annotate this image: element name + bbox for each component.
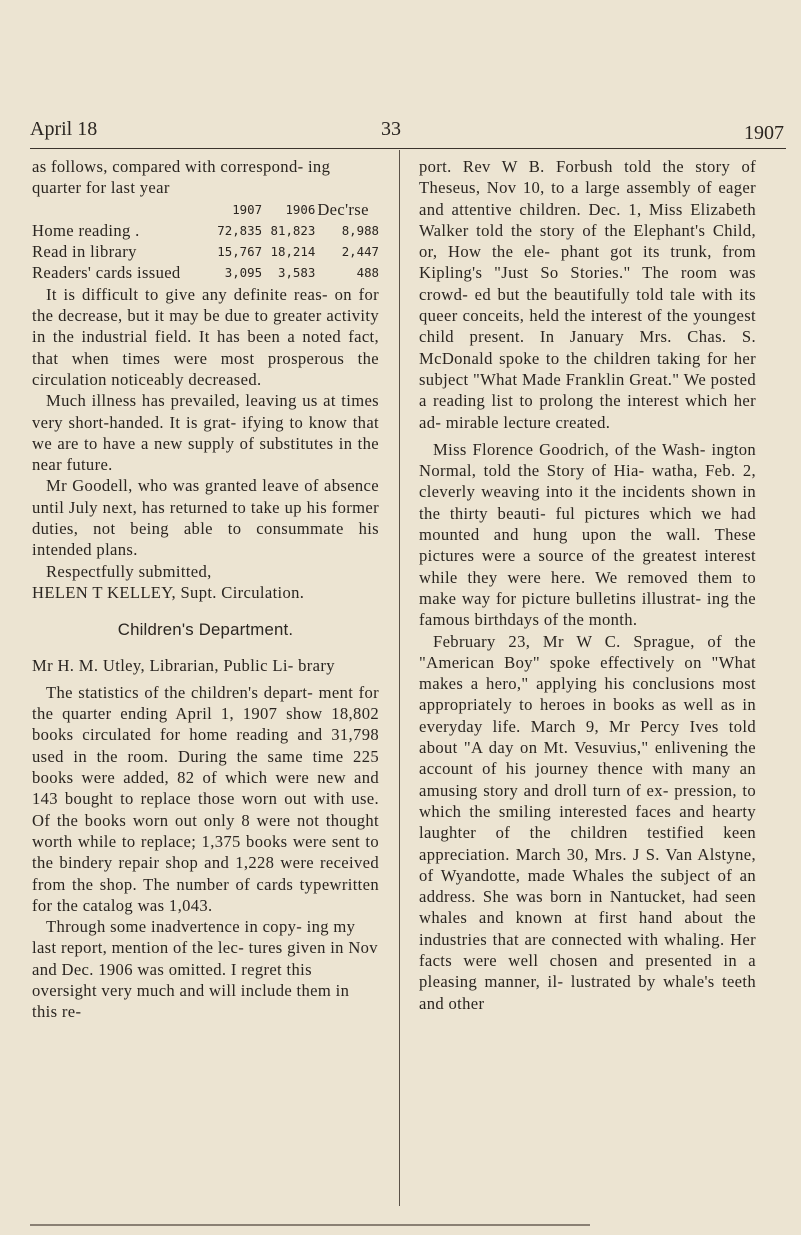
left-column <box>32 156 379 1023</box>
header-rule <box>30 148 786 149</box>
table-row <box>32 220 379 241</box>
paragraph: The statistics of the children's depart- ment for the quarter ending April 1, 1907 show 18,802 books circulated for home reading and 31,798 used in the room. During the same time 225 books were added, 82 of which were new and 143 bought to replace those worn out with use. Of the books worn out only 8 were not thought worth while to replace; 1,375 books were sent to the bindery repair shop and 1,228 were received from the shop. The number of cards typewritten for the catalog was 1,043. <box>32 682 379 915</box>
paragraph: Miss Florence Goodrich, of the Wash- ington Normal, told the Story of Hia- watha, Feb. 2, cleverly weaving into it the incidents shown in the thirty beauti- ful pictures which we had mounted and hung upon the wall. These pictures were a source of the greatest interest while they were here. We removed them to make way for picture bulletins illustrat- ing the famous birthdays of the month. <box>419 439 756 630</box>
stats-value-1906: 3,583 <box>278 265 316 281</box>
signature: HELEN T KELLEY, Supt. Circulation. <box>32 582 305 602</box>
bottom-rule <box>30 1224 590 1226</box>
header-year: 1907 <box>744 122 784 144</box>
paragraph: It is difficult to give any definite reas- on for the decrease, but it may be due to greater activity in the industrial field. It has been a noted fact, that when times were most prosperous the circulation noticeably decreased. <box>32 284 379 389</box>
stats-value-decrease: 2,447 <box>341 244 379 260</box>
stats-label: Home reading . <box>32 220 140 240</box>
circulation-stats-table <box>32 199 379 284</box>
paragraph: February 23, Mr W C. Sprague, of the "American Boy" spoke effectively on "What makes a hero," applying his conclusions most appropriately to heroes in books as well as in everyday life. March 9, Mr Percy Ives told about "A day on Mt. Vesuvius," enlivening the account of his journey thence with many an amusing story and droll turn of ex- pression, to which the smiling interested faces and hearty laughter of the children testified keen appreciation. March 30, Mrs. J S. Van Alstyne, of Wyandotte, made Whales the subject of an address. She was born in Nantucket, had seen whales and known at first hand about the industries that are connected with whaling. Her facts were well chosen and presented in a pleasing manner, il- lustrated by whale's teeth and other <box>419 631 756 1013</box>
stats-value-1907: 3,095 <box>224 265 263 281</box>
stats-header-1906: 1906 <box>285 201 316 217</box>
stats-intro: as follows, compared with correspond- ing quarter for last year <box>32 157 331 198</box>
page-header <box>30 118 784 144</box>
stats-label: Read in library <box>32 242 137 262</box>
column-divider <box>399 150 400 1206</box>
table-row <box>32 241 379 262</box>
stats-value-1906: 81,823 <box>270 222 316 238</box>
stats-value-decrease: 8,988 <box>341 222 379 238</box>
header-date: April 18 <box>30 118 98 140</box>
right-column <box>419 156 756 1014</box>
stats-value-1906: 18,214 <box>270 244 316 260</box>
signoff: Respectfully submitted, <box>46 561 212 581</box>
stats-label-header <box>32 199 209 220</box>
paragraph: port. Rev W B. Forbush told the story of Theseus, Nov 10, to a large assembly of eager and attentive children. Dec. 1, Miss Elizabeth Walker told the story of the Elephant's Child, or, How the ele- phant got its trunk, from Kipling's "Just So Stories." The room was crowd- ed but the beautifully told tale with its queer conceits, held the interest of the youngest child present. In January Mrs. Chas. S. McDonald spoke to the children taking for her subject "What Made Franklin Great." We posted a reading list to prolong the interest which her ad- mirable lecture created. <box>419 157 756 432</box>
stats-header-decrease: Dec'rse <box>317 199 369 219</box>
paragraph: Mr Goodell, who was granted leave of absence until July next, has returned to take up his former duties, not being able to consummate his intended plans. <box>32 476 379 560</box>
section-title: Children's Department. <box>117 620 294 640</box>
stats-value-1907: 72,835 <box>217 222 263 238</box>
addressee: Mr H. M. Utley, Librarian, Public Li- brary <box>32 655 335 675</box>
stats-value-decrease: 488 <box>356 265 379 281</box>
page-number: 33 <box>381 118 401 140</box>
stats-header-1907: 1907 <box>232 201 263 217</box>
paragraph: Through some inadvertence in copy- ing my last report, mention of the lec- tures given in Nov and Dec. 1906 was omitted. I regret this oversight very much and will include them in this re- <box>32 917 378 1022</box>
stats-label: Readers' cards issued <box>32 263 181 283</box>
paragraph: Much illness has prevailed, leaving us at times very short-handed. It is grat- ifying to know that we are to have a new supply of substitutes in the near future. <box>32 391 379 475</box>
stats-header-row <box>32 199 379 220</box>
table-row <box>32 262 379 283</box>
stats-value-1907: 15,767 <box>217 244 263 260</box>
